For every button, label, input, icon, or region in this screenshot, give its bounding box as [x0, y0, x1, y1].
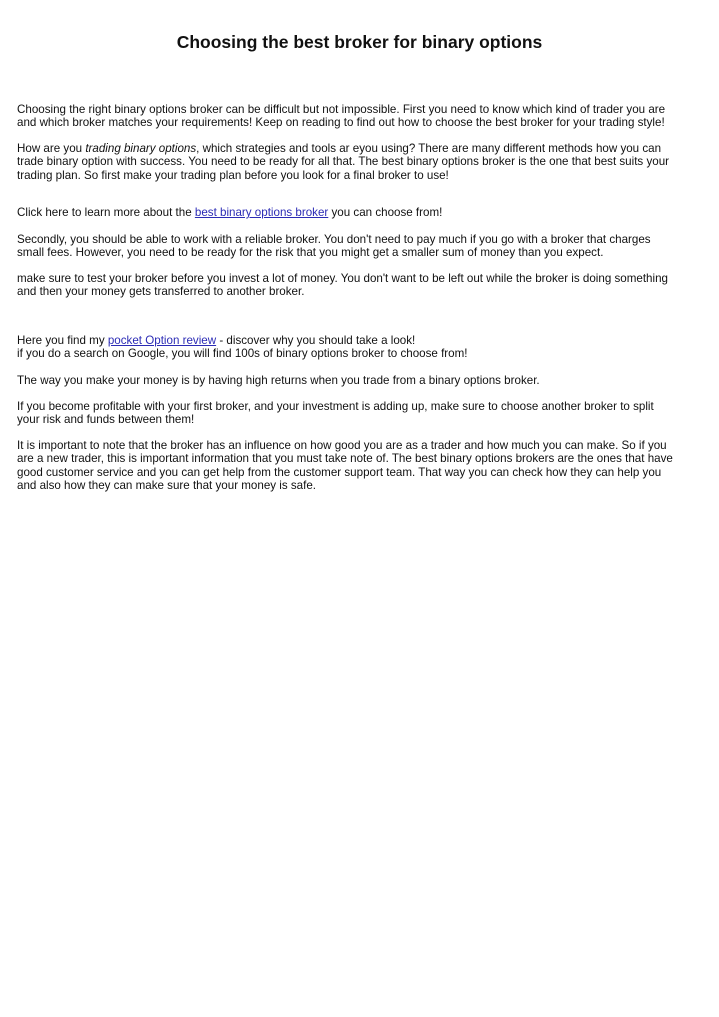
paragraph-important-note-line-3: good customer service and you can get help from the customer support team. That way you can check how they can help you: [17, 465, 662, 479]
paragraph-profitable: [17, 400, 705, 427]
paragraph-high-returns-line: The way you make your money is by having high returns when you trade from a binary options broker.: [17, 374, 540, 387]
text-prefix: How are you: [17, 142, 86, 155]
text-suffix: , which strategies and tools ar eyou using? There are many different methods how you can: [196, 142, 662, 155]
paragraph-secondly-line-1: Secondly, you should be able to work with a reliable broker. You don't need to pay much if you go with a broker that charges: [17, 233, 651, 246]
paragraph-important-note-line-1: It is important to note that the broker has an influence on how good you are as a trader and how much you can make. So if you: [17, 439, 667, 452]
paragraph-secondly-line-2: small fees. However, you need to be ready for the risk that you might get a smaller sum of money than you expect.: [17, 246, 604, 260]
paragraph-profitable-line-1: If you become profitable with your first broker, and your investment is adding up, make sure to choose another broker to split: [17, 400, 654, 413]
paragraph-high-returns: [17, 374, 705, 387]
page-title: Choosing the best broker for binary options: [176, 32, 543, 52]
pocket-option-review-link[interactable]: pocket Option review: [107, 334, 217, 347]
paragraph-pocket-option: [17, 334, 705, 361]
paragraph-secondly: [17, 233, 705, 260]
paragraph-how-are-you: [17, 142, 705, 182]
paragraph-test-broker: [17, 272, 705, 299]
text-prefix: Click here to learn more about the: [17, 206, 195, 219]
paragraph-important-note-line-2: are a new trader, this is important information that you must take note of. The best binary options brokers are the ones that have: [17, 452, 673, 466]
text-prefix: Here you find my: [17, 334, 108, 347]
paragraph-profitable-line-2: your risk and funds between them!: [17, 413, 195, 427]
paragraph-test-broker-line-2: and then your money gets transferred to another broker.: [17, 285, 305, 299]
paragraph-click-here: [17, 206, 705, 219]
paragraph-intro-line-2: and which broker matches your requirements! Keep on reading to find out how to choose the best broker for your trading style!: [17, 116, 665, 130]
paragraph-intro: [17, 103, 705, 130]
text-suffix: - discover why you should take a look!: [216, 334, 416, 347]
paragraph-pocket-option-line-1: [17, 334, 705, 347]
emphasis-trading-binary-options: trading binary options: [85, 142, 197, 155]
paragraph-intro-line-1: Choosing the right binary options broker can be difficult but not impossible. First you need to know which kind of trader you are: [17, 103, 666, 116]
paragraph-pocket-option-line-2: if you do a search on Google, you will find 100s of binary options broker to choose from!: [17, 347, 468, 361]
paragraph-how-are-you-line-3: trading plan. So first make your trading plan before you look for a final broker to use!: [17, 168, 449, 182]
paragraph-how-are-you-line-1: [17, 142, 705, 155]
paragraph-test-broker-line-1: make sure to test your broker before you invest a lot of money. You don't want to be left out while the broker is doing something: [17, 272, 668, 285]
paragraph-click-here-line: [17, 206, 705, 219]
best-binary-options-broker-link[interactable]: best binary options broker: [194, 206, 329, 219]
paragraph-important-note-line-4: and also how they can make sure that your money is safe.: [17, 479, 317, 493]
text-suffix: you can choose from!: [328, 206, 443, 219]
paragraph-important-note: [17, 439, 705, 493]
paragraph-how-are-you-line-2: trade binary option with success. You need to be ready for all that. The best binary options broker is the one that best suits your: [17, 155, 670, 169]
